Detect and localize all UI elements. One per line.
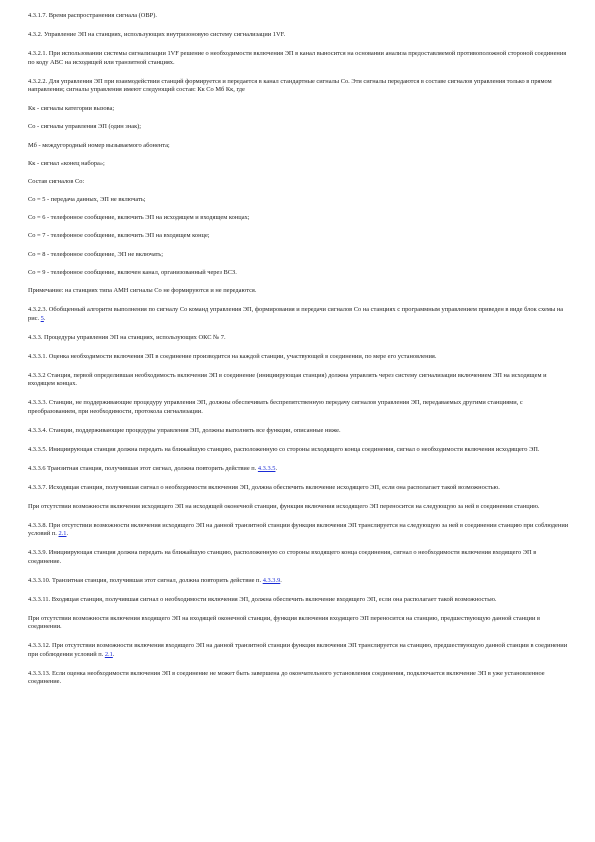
paragraph: Со = 7 - телефонное сообщение, включить ЭП на входящем конце; — [28, 232, 210, 240]
paragraph: 4.3.2.1. При использовании системы сигнализации 1VF решение о необходимости включения ЭП в канал выносится на основании анализа предоставляемой противоположной стороной соединения по коду АВС на исходящей или транзитной станциях. — [28, 49, 567, 66]
paragraph: 4.3.2.2. Для управления ЭП при взаимодействии станций формируется и передается в канал стандартные сигналы Со. Эти сигналы передаются в составе сигналов управления только в прямом направлении; сигналы управления имеют следующий состав: Кк Со Мб Кк, где — [28, 77, 552, 94]
paragraph: Мб - междугородный номер вызываемого абонента; — [28, 141, 170, 149]
paragraph: 4.3.3.2 Станция, первой определившая необходимость включения ЭП в соединение (инициирующая станция) должна управлять через систему сигнализации включением ЭП на исходящем и входящем концах. — [28, 371, 547, 388]
paragraph: 4.3.3.13. Если оценка необходимости включения ЭП в соединение не может быть завершена до окончательного установления соединения, подключается включение ЭП в уже установленное соединение. — [28, 669, 545, 686]
paragraph: Кк - сигнал «конец набора»; — [28, 159, 105, 167]
paragraph: При отсутствии возможности включения входящего ЭП на входящей оконечной станции, функция включения входящего ЭП переносится на станцию, предшествующую данной станции в соединении. — [28, 614, 541, 631]
paragraph: Со = 6 - телефонное сообщение, включить ЭП на исходящем и входящем концах; — [28, 214, 250, 222]
paragraph: 4.3.2.3. Обобщенный алгоритм выполнения по сигналу Со команд управления ЭП, формирования и передачи сигналов Со на станциях с программным управлением приведен в виде блок схемы на рис. 5. — [28, 305, 564, 322]
paragraph: 4.3.3.8. При отсутствии возможности включения исходящего ЭП на данной транзитной станции функция включения ЭП транслируется на следующую за ней в соединении станцию при соблюдении условий п. 2.1. — [28, 521, 569, 538]
paragraph: 4.3.3.12. При отсутствии возможности включения входящего ЭП на данной транзитной станции функция включения ЭП транслируется на станцию, предшествующую данной станции в соединении при соблюдении условий п. 2.1. — [28, 642, 568, 658]
paragraph: Со - сигналы управления ЭП (один знак); — [28, 123, 142, 131]
section-link[interactable]: 2.1 — [58, 530, 67, 538]
paragraph: 4.3.3.5. Инициирующая станция должна передать на ближайшую станцию, расположенную со стороны исходящего конца соединения, сигнал о необходимости включения исходящего ЭП. — [28, 445, 540, 453]
paragraph: 4.3.2. Управление ЭП на станциях, использующих внутризоновую систему сигнализации 1VF. — [28, 30, 286, 38]
paragraph: Со = 5 - передача данных, ЭП не включать; — [28, 196, 146, 204]
paragraph: Со = 9 - телефонное сообщение, включен канал, организованный через ВСЗ. — [28, 268, 237, 276]
section-link[interactable]: 4.3.3.9 — [262, 576, 281, 584]
section-link[interactable]: 4.3.3.5 — [257, 464, 276, 472]
paragraph: 4.3.3.7. Исходящая станция, получившая сигнал о необходимости включения ЭП, должна обеспечить включение исходящего ЭП, если она располагает такой возможностью. — [28, 483, 500, 491]
figure-link[interactable]: 5 — [40, 314, 44, 322]
paragraph: Состав сигналов Со: — [28, 177, 85, 185]
paragraph: 4.3.3.10. Транзитная станция, получившая этот сигнал, должна повторить действие п. 4.3.3.9. — [28, 576, 282, 584]
paragraph: 4.3.3.1. Оценка необходимости включения ЭП в соединение производится на каждой станции, участвующей в соединении, по мере его установления. — [28, 352, 437, 360]
paragraph: 4.3.3.11. Входящая станция, получившая сигнал о необходимости включения ЭП, должна обеспечить включение входящего ЭП, если она располагает такой возможностью. — [28, 595, 497, 603]
paragraph: 4.3.3.9. Инициирующая станция должна передать на ближайшую станцию, расположенную со стороны входящего конца соединения, сигнал о необходимости включения входящего ЭП в соединение. — [28, 549, 537, 565]
paragraph: 4.3.3.6 Транзитная станция, получившая этот сигнал, должна повторить действие п. 4.3.3.5. — [28, 464, 278, 472]
paragraph: 4.3.1.7. Время распространения сигнала (ОВР). — [28, 12, 157, 19]
paragraph: 4.3.3. Процедуры управления ЭП на станциях, использующих ОКС № 7. — [28, 333, 226, 341]
document-page — [28, 12, 570, 697]
paragraph: Примечание: на станциях типа АМН сигналы Со не формируются и не передаются. — [28, 287, 257, 294]
paragraph: Со = 8 - телефонное сообщение, ЭП не включать; — [28, 250, 163, 258]
paragraph: При отсутствии возможности включения исходящего ЭП на исходящей оконечной станции, функция включения исходящего ЭП переносится на следующую за ней в соединении станцию. — [28, 502, 540, 510]
paragraph: 4.3.3.4. Станции, поддерживающие процедуры управления ЭП, должны выполнять все функции, описанные ниже. — [28, 426, 341, 434]
section-link[interactable]: 2.1 — [104, 650, 113, 658]
paragraph: Кк - сигналы категории вызова; — [28, 105, 115, 113]
paragraph: 4.3.3.3. Станции, не поддерживающие процедуру управления ЭП, должны обеспечивать беспрепятственную передачу сигналов управления ЭП, передаваемых другими станциями, с преобразованием, при необходимости, протокола сигнализации. — [28, 399, 523, 415]
